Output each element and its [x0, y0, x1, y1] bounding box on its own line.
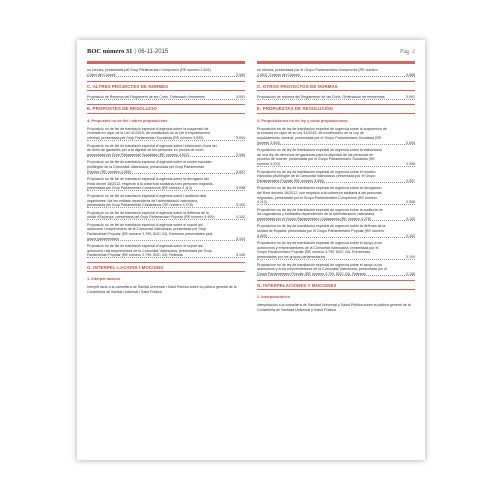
toc-entry[interactable]: Proposición no de ley de tramitación especial de urgencia sobre la derogación del Real decreto 16/2012, con respecto a la cobertura sanitaria a las personas migrantes, presentada por el Grupo Parlamentario Compromís (RE número 4.113) 3.098 — [257, 186, 415, 205]
subsection-title: 1. Interpelaciones — [257, 294, 290, 300]
toc-entry[interactable]: Proposició no de llei de tramitació especial d'urgència sobre el suport als autònoms i emprenedors de la Comunitat Valenciana, presentada pel Grup Parlamentari Popular (RE número 3.799, BOC 24). Esmenes presentades pels grups parlamentaris 3.104 — [87, 222, 245, 241]
toc-entry[interactable]: Proposición de reforma del Reglamento de las Corts. Ordenación de enmiendas 3.091 — [257, 95, 415, 100]
issue-date: 06-11-2015 — [137, 49, 169, 55]
toc-entry[interactable]: Proposició de Reforma del Reglament de les Corts. Ordenació d'esmenes 3.091 — [87, 95, 245, 100]
summary-column-valencian — [87, 68, 245, 294]
summary-column-spanish — [257, 68, 415, 313]
toc-entry[interactable]: Proposició no de llei de tramitació especial d'urgència sobre l'elaboració d'una llei de drets de garanties per a la dignitat de les persones en procés de morir, presentada pel Grup Parlamentari Socialista (RE número 3.922) 3.096 — [87, 143, 245, 157]
page-number: Pàg. 2 — [400, 49, 415, 55]
journal-name: BOC número 31 — [87, 48, 133, 55]
subsection-title: 4. Propostes no de llei i altres proposicions — [87, 117, 168, 123]
subsection-title: 4. Proposiciones no de ley y otras proposiciones — [257, 117, 348, 123]
section-title: C. ALTRES PROJECTES DE NORMES — [87, 81, 245, 91]
toc-entry[interactable]: Proposició no de llei de tramitació especial d'urgència sobre el suport als autònoms i als emprenedors de la Comunitat Valenciana, presentada pel Grup Parlamentari Popular (RE número 3.799, BOC 24). Retirada 3.106 — [87, 244, 245, 258]
header-rule-left — [87, 61, 245, 64]
toc-entry[interactable]: Proposición no de ley de tramitación especial de urgencia sobre la defensa de la unidad de España, presentada por el Grupo Parlamentario Popular (RE número 4.409) 3.102 — [257, 224, 415, 238]
section-title: G. INTERPELACIONES Y MOCIONES — [257, 280, 415, 290]
toc-entry[interactable]: Proposición no de ley de tramitación especial de urgencia sobre el apoyo a los autónomos y emprendedores de la Comunitat Valenciana, presentada por el Grupo Parlamentario Popular (RE número 3.799, BOC 24). Enmiendas presentadas por los grupos parlamentarios 3.104 — [257, 241, 415, 260]
header-rule-right — [257, 61, 415, 64]
section-title: E. PROPOSTES DE RESOLUCIÓ — [87, 104, 245, 114]
toc-entry[interactable]: Proposición no de ley de tramitación especial de urgencia sobre la auditoría de los organismos y entidades dependientes de la administración valenciana, presentada por el Grupo Parlamentario Ciudadanos (RE número 4.278) 3.100 — [257, 207, 415, 221]
section-title: C. OTROS PROYECTOS DE NORMAS — [257, 81, 415, 91]
toc-entry[interactable]: Proposición no de ley de tramitación especial de urgencia sobre el modelo educativo plurilingüe de la Comunitat Valenciana, presentada por el Grupo Parlamentario Popular (RE número 3.955) 3.097 — [257, 169, 415, 183]
document-page — [77, 40, 425, 460]
section-title: G. INTERPEL·LACIONS I MOCIONS — [87, 262, 245, 272]
toc-entry-text[interactable]: Interpel·lació a la consellera de Sanitat Universal i Salut Pública sobre la política general de la Conselleria de Sanitat Universal i Salut Pública — [87, 285, 237, 294]
subsection-title: 1. Interpel·lacions — [87, 276, 121, 282]
page-header: BOC número 31 | 06-11-2015 Pàg. 2 — [87, 48, 415, 55]
toc-entry[interactable]: no electos, presentada por el Grupo Parlamentario Compromís (RE número 2.491). Criterio del Consell 3.089 — [257, 68, 415, 77]
toc-entry[interactable]: Proposición no de ley de tramitación especial de urgencia sobre la suspensión de la entrada en vigor de la Ley 41/2015, de modificación de la Ley de enjuiciamiento criminal, presentada por el Grupo Parlamentario Socialista (RE número 3.900) 3.094 — [257, 126, 415, 145]
toc-entry[interactable]: Proposició no de llei de tramitació especial d'urgència sobre l'auditoria dels organismes i de les entitats dependents de l'administració valenciana, presentada pel Grup Parlamentari Ciudadanos (RE número 4.278) 3.100 — [87, 193, 245, 208]
toc-entry[interactable]: Proposició no de llei de tramitació especial d'urgència sobre la defensa de la unitat d'Espanya, presentada pel Grup Parlamentari Popular (RE número 4.409) 3.102 — [87, 210, 245, 220]
toc-entry[interactable]: Proposició no de llei de tramitació especial d'urgència sobre el model educatiu plurilingüe de la Comunitat Valenciana, presentada pel Grup Parlamentari Popular (RE número 3.955) 3.097 — [87, 160, 245, 174]
toc-entry-text[interactable]: Interpelación a la consellera de Sanidad Universal y Salud Pública sobre la política general de la Conselleria de Sanidad Universal y Salud Pública — [257, 303, 411, 312]
section-title: E. PROPUESTAS DE RESOLUCIÓN — [257, 104, 415, 114]
toc-entry[interactable]: no electes, presentada pel Grup Parlamentari Compromís (RE número 2.491). Criteri del Consell 3.089 — [87, 68, 245, 77]
toc-entry[interactable]: Proposició no de llei de tramitació especial d'urgència sobre la derogació del Reial decret 16/2012, respecte a la cobertura sanitària a les persones migrants, presentada pel Grup Parlamentari Compromís (RE número 4.113) 3.098 — [87, 177, 245, 191]
toc-entry[interactable]: Proposición no de ley de tramitación especial de urgencia sobre la elaboración de una ley de derechos de garantías para la dignidad de las personas en proceso de muerte, presentada por el Grupo Parlamentario Socialista (RE número 3.922) 3.096 — [257, 148, 415, 166]
toc-entry[interactable]: Proposició no de llei de tramitació especial d'urgència sobre la suspensió de l'entrada en vigor de la Llei 41/2015, de modificació de la Llei d'enjudiciament criminal, presentada pel Grup Parlamentari Socialista (RE número 3.990) 3.094 — [87, 126, 245, 140]
toc-entry[interactable]: Proposición no de ley de tramitación especial de urgencia sobre el apoyo a los autónomos y a los emprendedores de la Comunitat Valenciana, presentada por el Grupo Parlamentario Popular (RE número 3.799, BOC 24). Retirada 3.106 — [257, 262, 415, 276]
